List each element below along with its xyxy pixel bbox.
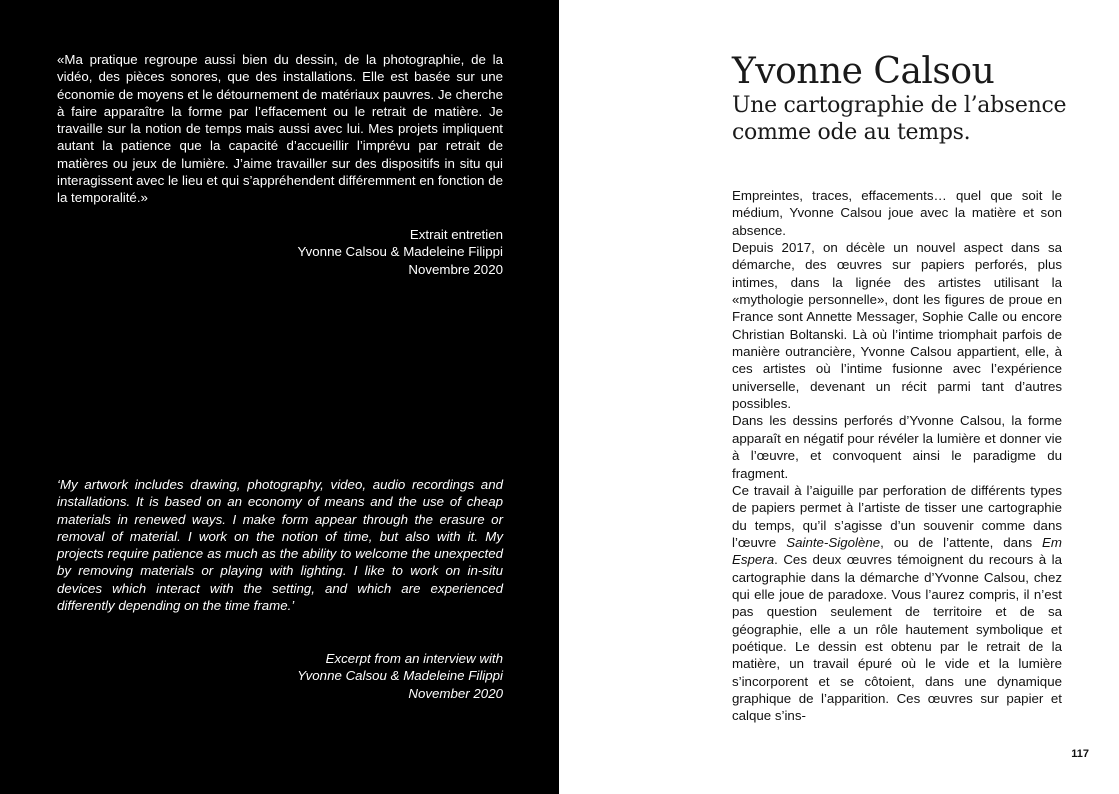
paragraph-1: Empreintes, traces, effacements… quel que soit le médium, Yvonne Calsou joue avec la matière et son absence.	[732, 188, 1062, 238]
credit-english-line3: November 2020	[408, 685, 503, 701]
page-title: Yvonne Calsou	[732, 51, 995, 92]
paragraph-2: Depuis 2017, on décèle un nouvel aspect dans sa démarche, des œuvres sur papiers perforés, plus intimes, dans la lignée des artistes utilisant la «mythologie personnelle», dont les figures de proue en France sont Annette Messager, Sophie Calle ou encore Christian Boltanski. Là où l’intime triomphait parfois de manière outrancière, Yvonne Calsou appartient, elle, à ces artistes où l’intime fusionne avec l’expérience universelle, devenant un récit parmi tant d’autres possibles.	[732, 240, 1062, 412]
credit-french-line3: Novembre 2020	[408, 261, 503, 277]
artwork-title-em-espera: Em Espera	[732, 534, 1062, 568]
page-number: 117	[1071, 748, 1089, 760]
quote-french: «Ma pratique regroupe aussi bien du dessin, de la photographie, de la vidéo, des pièces sonores, que des installations. Elle est basée sur une économie de moyens et le détournement de matériaux pauvres. Je cherche à faire apparaître la forme par l’effacement ou le retrait de matière. Je travaille sur la notion de temps mais aussi avec lui. Mes projets impliquent autant la patience que la capacité d’accueillir l’imprévu par retrait de matières ou jeux de lumière. J’aime travailler sur des dispositifs in situ qui interagissent avec le lieu et qui s’appréhendent différemment en fonction de la temporalité.»	[57, 52, 503, 206]
paragraph-4-part-a: Ce travail à l’aiguille par perforation de différents types de papiers permet à l’artiste de tisser une cartographie du temps, qu’il s’agisse d’un souvenir comme dans l’œuvre	[732, 482, 1062, 550]
left-page	[0, 0, 559, 794]
credit-english	[103, 650, 503, 702]
paragraph-4	[732, 482, 1062, 725]
subtitle-line1: Une cartographie de l’absence	[732, 93, 1067, 118]
article-body	[732, 187, 1062, 725]
credit-english-line1: Excerpt from an interview with	[325, 651, 503, 666]
credit-english-line2: Yvonne Calsou & Madeleine Filippi	[297, 668, 503, 684]
artwork-title-sainte-sigolene: Sainte-Sigolène	[786, 534, 881, 550]
paragraph-4-part-c: . Ces deux œuvres témoignent du recours à la cartographie dans la démarche d’Yvonne Calsou, chez qui elle joue de paradoxe. Vous l’aurez compris, il n’est pas question seulement de territoire et de sa géographie, elle a un rôle hautement symbolique et poétique. Le dessin est obtenu par le retrait de la matière, un travail épuré où le vide et la lumière s’incorporent et se côtoient, dans une dynamique graphique de l’apparition. Ces œuvres sur papier et calque s’ins-	[732, 552, 1062, 724]
credit-french-line1: Extrait entretien	[409, 227, 503, 242]
subtitle-line2: comme ode au temps.	[732, 120, 971, 145]
right-page	[559, 0, 1119, 794]
paragraph-3: Dans les dessins perforés d’Yvonne Calsou, la forme apparaît en négatif pour révéler la lumière et donner vie à l’œuvre, et convoquent ainsi le paradigme du fragment.	[732, 413, 1062, 481]
credit-french	[103, 226, 503, 278]
title-block	[732, 52, 1072, 146]
credit-french-line2: Yvonne Calsou & Madeleine Filippi	[297, 244, 503, 260]
quote-english: ‘My artwork includes drawing, photography, video, audio recordings and installations. It is based on an economy of means and the use of cheap materials in renewed ways. I make form appear through the erasure or removal of material. I work on the notion of time, but also with it. My projects require patience as much as the ability to welcome the unexpected by removing materials or playing with lighting. I like to work on in-situ devices which interact with the setting, and which are experienced differently depending on the time frame.’	[57, 477, 503, 614]
paragraph-4-part-b: , ou de l’attente, dans	[880, 534, 1043, 550]
